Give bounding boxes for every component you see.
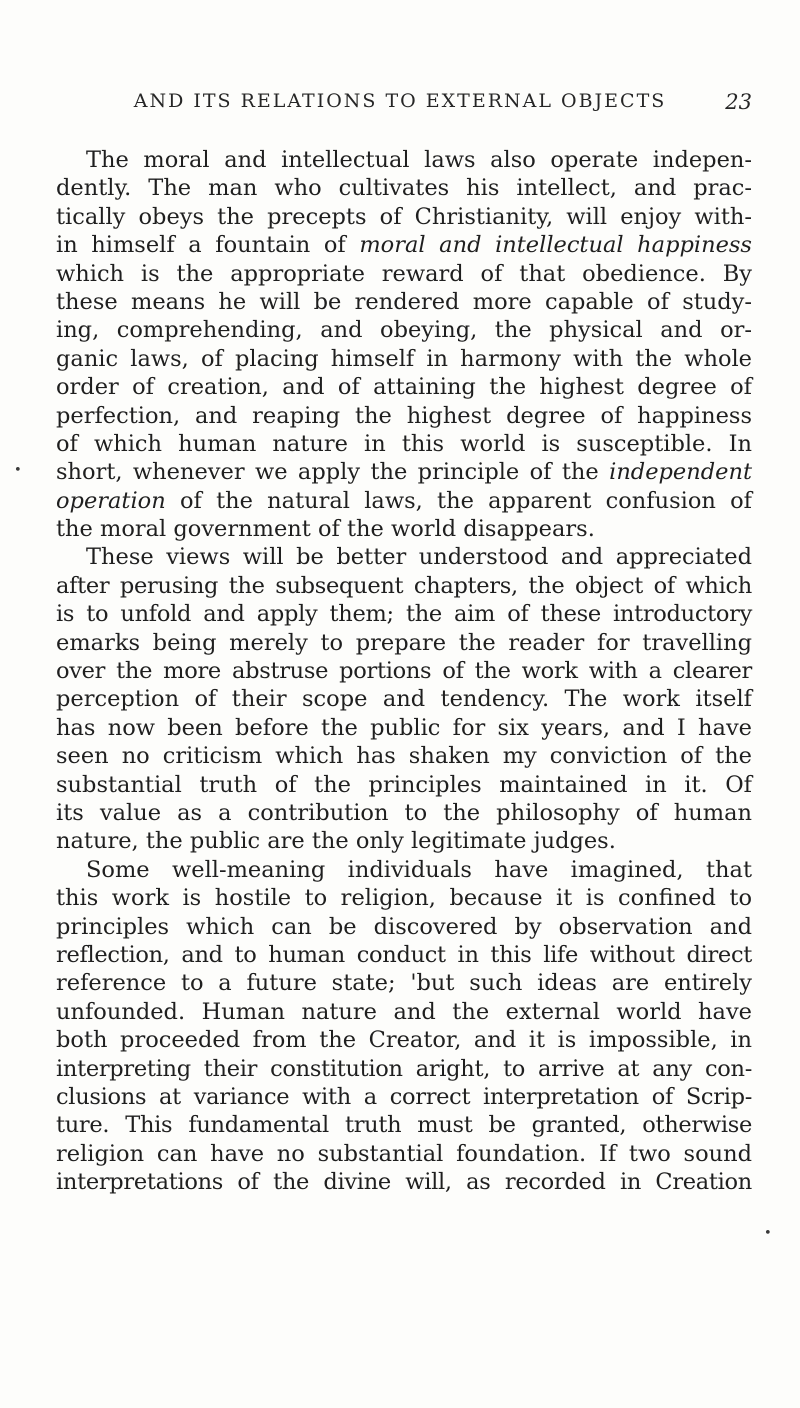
text-line: ganic laws, of placing himself in harmony with the whole [56, 345, 752, 372]
italic-word: operation [56, 487, 166, 514]
italic-word: independent [609, 459, 752, 486]
text-line: tically obeys the precepts of Christianity, will enjoy with- [56, 203, 752, 230]
text-line: over the more abstruse portions of the work with a clearer [56, 658, 752, 685]
text-line: perception of their scope and tendency. The work itself [56, 686, 752, 713]
text-line: interpreting their constitution aright, to arrive at any con- [56, 1055, 752, 1082]
text-line: principles which can be discovered by observation and [56, 913, 752, 940]
text-line: clusions at variance with a correct interpretation of Scrip- [56, 1083, 752, 1110]
text-line: dently. The man who cultivates his intellect, and prac- [56, 175, 752, 202]
text-line: nature, the public are the only legitimate judges. [56, 828, 616, 855]
text-line: these means he will be rendered more capable of study- [56, 288, 752, 315]
text-fragment: in himself a fountain of [56, 232, 360, 259]
text-line: religion can have no substantial foundation. If two sound [56, 1140, 752, 1167]
text-line: after perusing the subsequent chapters, the object of which [56, 572, 752, 599]
text-line: which is the appropriate reward of that obedience. By [56, 260, 752, 287]
text-line: reflection, and to human conduct in this life without direct [56, 941, 752, 968]
text-fragment: of the natural laws, the apparent confusion of [165, 487, 752, 514]
text-line: The moral and intellectual laws also operate indepen- [86, 147, 752, 173]
text-line: both proceeded from the Creator, and it is impossible, in [56, 1027, 752, 1054]
text-line [56, 458, 752, 486]
text-line: ing, comprehending, and obeying, the physical and or- [56, 317, 752, 344]
text-line: These views will be better understood and appreciated [86, 544, 752, 571]
italic-phrase: moral and intellectual happiness [359, 232, 752, 259]
margin-bullet-right: • [764, 1226, 772, 1241]
text-line: this work is hostile to religion, because it is confined to [56, 885, 752, 912]
text-line: of which human nature in this world is susceptible. In [56, 430, 752, 457]
page-number: 23 [725, 90, 752, 114]
running-head: AND ITS RELATIONS TO EXTERNAL OBJECTS [133, 90, 667, 112]
text-line [56, 231, 752, 259]
text-line: ture. This fundamental truth must be granted, otherwise [56, 1112, 752, 1139]
text-fragment: short, whenever we apply the principle of the [56, 459, 610, 486]
text-line: seen no criticism which has shaken my conviction of the [56, 743, 752, 770]
text-line: substantial truth of the principles maintained in it. Of [56, 771, 752, 798]
text-line: the moral government of the world disappears. [56, 516, 595, 543]
text-line: order of creation, and of attaining the highest degree of [56, 374, 752, 401]
text-line: Some well-meaning individuals have imagined, that [86, 856, 752, 883]
text-line: its value as a contribution to the philosophy of human [56, 799, 752, 826]
text-line: unfounded. Human nature and the external world have [56, 998, 752, 1025]
text-line: is to unfold and apply them; the aim of these introductory [56, 601, 752, 628]
text-line: perfection, and reaping the highest degree of happiness [56, 402, 752, 429]
text-line: has now been before the public for six years, and I have [56, 714, 752, 741]
body-text [56, 146, 752, 1196]
margin-bullet-left: • [14, 463, 22, 478]
text-line: interpretations of the divine will, as recorded in Creation [56, 1169, 752, 1196]
text-line: reference to a future state; 'but such ideas are entirely [56, 970, 752, 997]
text-line: emarks being merely to prepare the reader for travelling [56, 629, 752, 656]
text-line [56, 487, 752, 515]
